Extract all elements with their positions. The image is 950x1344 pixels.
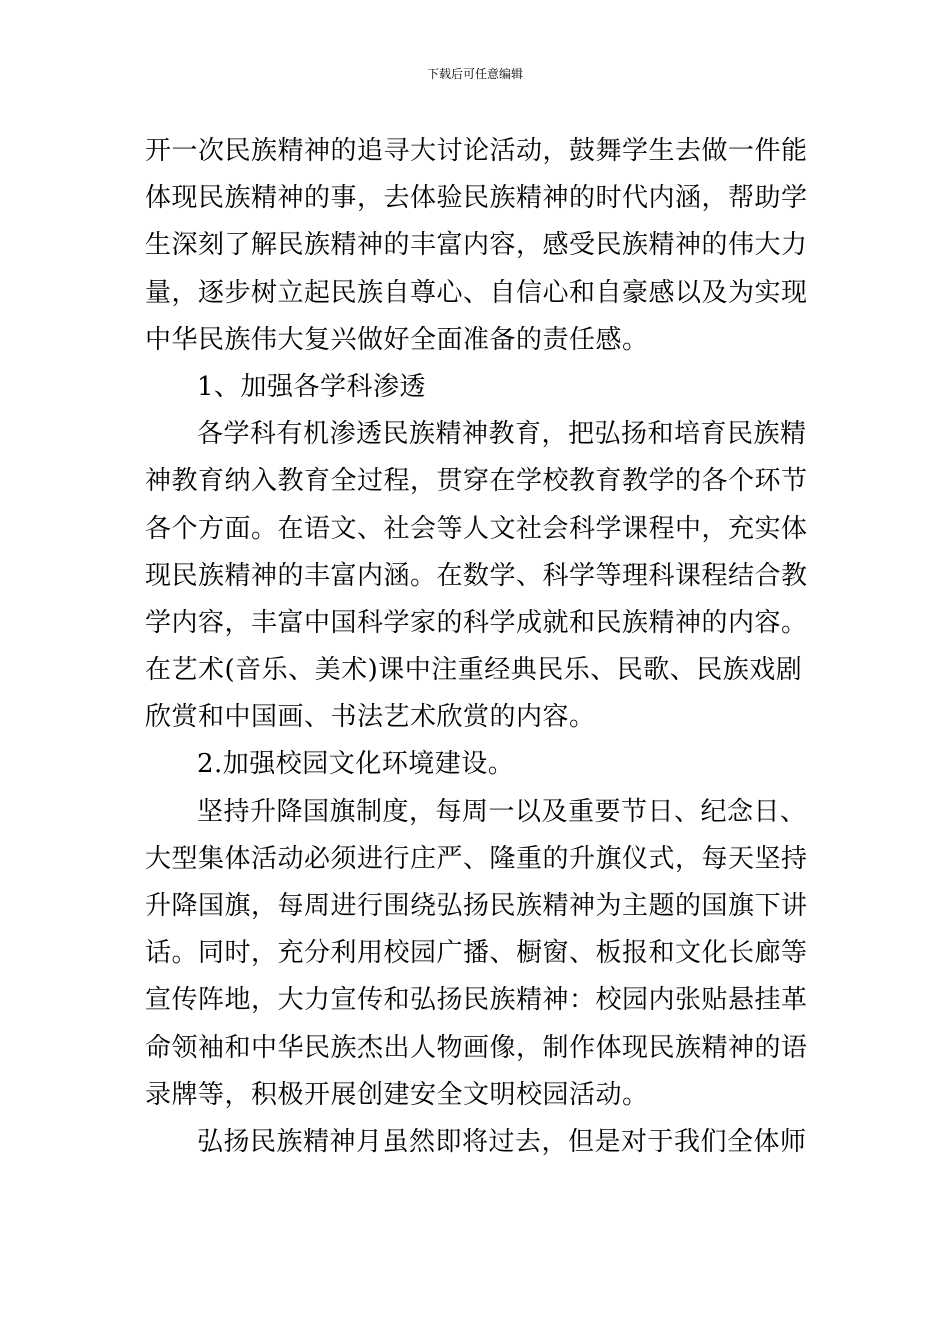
text-line: 学内容，丰富中国科学家的科学成就和民族精神的内容。: [145, 607, 808, 638]
paragraph-campus-culture: [145, 789, 810, 1119]
page-header: 下载后可任意编辑: [426, 67, 523, 81]
text-line: 录牌等，积极开展创建安全文明校园活动。: [145, 1079, 649, 1110]
text-line: 各学科有机渗透民族精神教育，把弘扬和培育民族精: [197, 419, 807, 450]
paragraph-conclusion: [145, 1119, 810, 1166]
text-line: 现民族精神的丰富内涵。在数学、科学等理科课程结合教: [145, 560, 808, 591]
heading-text: 1、加强各学科渗透: [197, 371, 427, 402]
text-line: 弘扬民族精神月虽然即将过去，但是对于我们全体师: [197, 1126, 807, 1157]
section-heading-2: [145, 741, 810, 788]
text-line: 生深刻了解民族精神的丰富内容，感受民族精神的伟大力: [145, 230, 808, 261]
text-line: 欣赏和中国画、书法艺术欣赏的内容。: [145, 702, 596, 733]
text-line: 量，逐步树立起民族自尊心、自信心和自豪感以及为实现: [145, 277, 808, 308]
text-line: 各个方面。在语文、社会等人文社会科学课程中，充实体: [145, 513, 808, 544]
text-line: 升降国旗，每周进行围绕弘扬民族精神为主题的国旗下讲: [145, 891, 808, 921]
text-line: 神教育纳入教育全过程，贯穿在学校教育教学的各个环节: [145, 466, 808, 497]
text-line: 坚持升降国旗制度，每周一以及重要节日、纪念日、: [197, 796, 807, 827]
text-line: 在艺术(音乐、美术)课中注重经典民乐、民歌、民族戏剧: [145, 655, 803, 686]
text-line: 开一次民族精神的追寻大讨论活动，鼓舞学生去做一件能: [145, 136, 808, 166]
paragraph-intro: [145, 128, 810, 364]
document-body: [145, 128, 810, 1166]
text-line: 话。同时，充分利用校园广播、橱窗、板报和文化长廊等: [145, 938, 808, 969]
paragraph-subjects: [145, 411, 810, 741]
text-line: 大型集体活动必须进行庄严、隆重的升旗仪式，每天坚持: [145, 843, 808, 874]
text-line: 中华民族伟大复兴做好全面准备的责任感。: [145, 324, 649, 355]
text-line: 宣传阵地，大力宣传和弘扬民族精神：校园内张贴悬挂革: [145, 985, 808, 1016]
heading-text: 2.加强校园文化环境建设。: [197, 749, 515, 780]
text-line: 命领袖和中华民族杰出人物画像，制作体现民族精神的语: [145, 1032, 808, 1063]
section-heading-1: [145, 364, 810, 411]
text-line: 体现民族精神的事，去体验民族精神的时代内涵，帮助学: [145, 183, 808, 214]
